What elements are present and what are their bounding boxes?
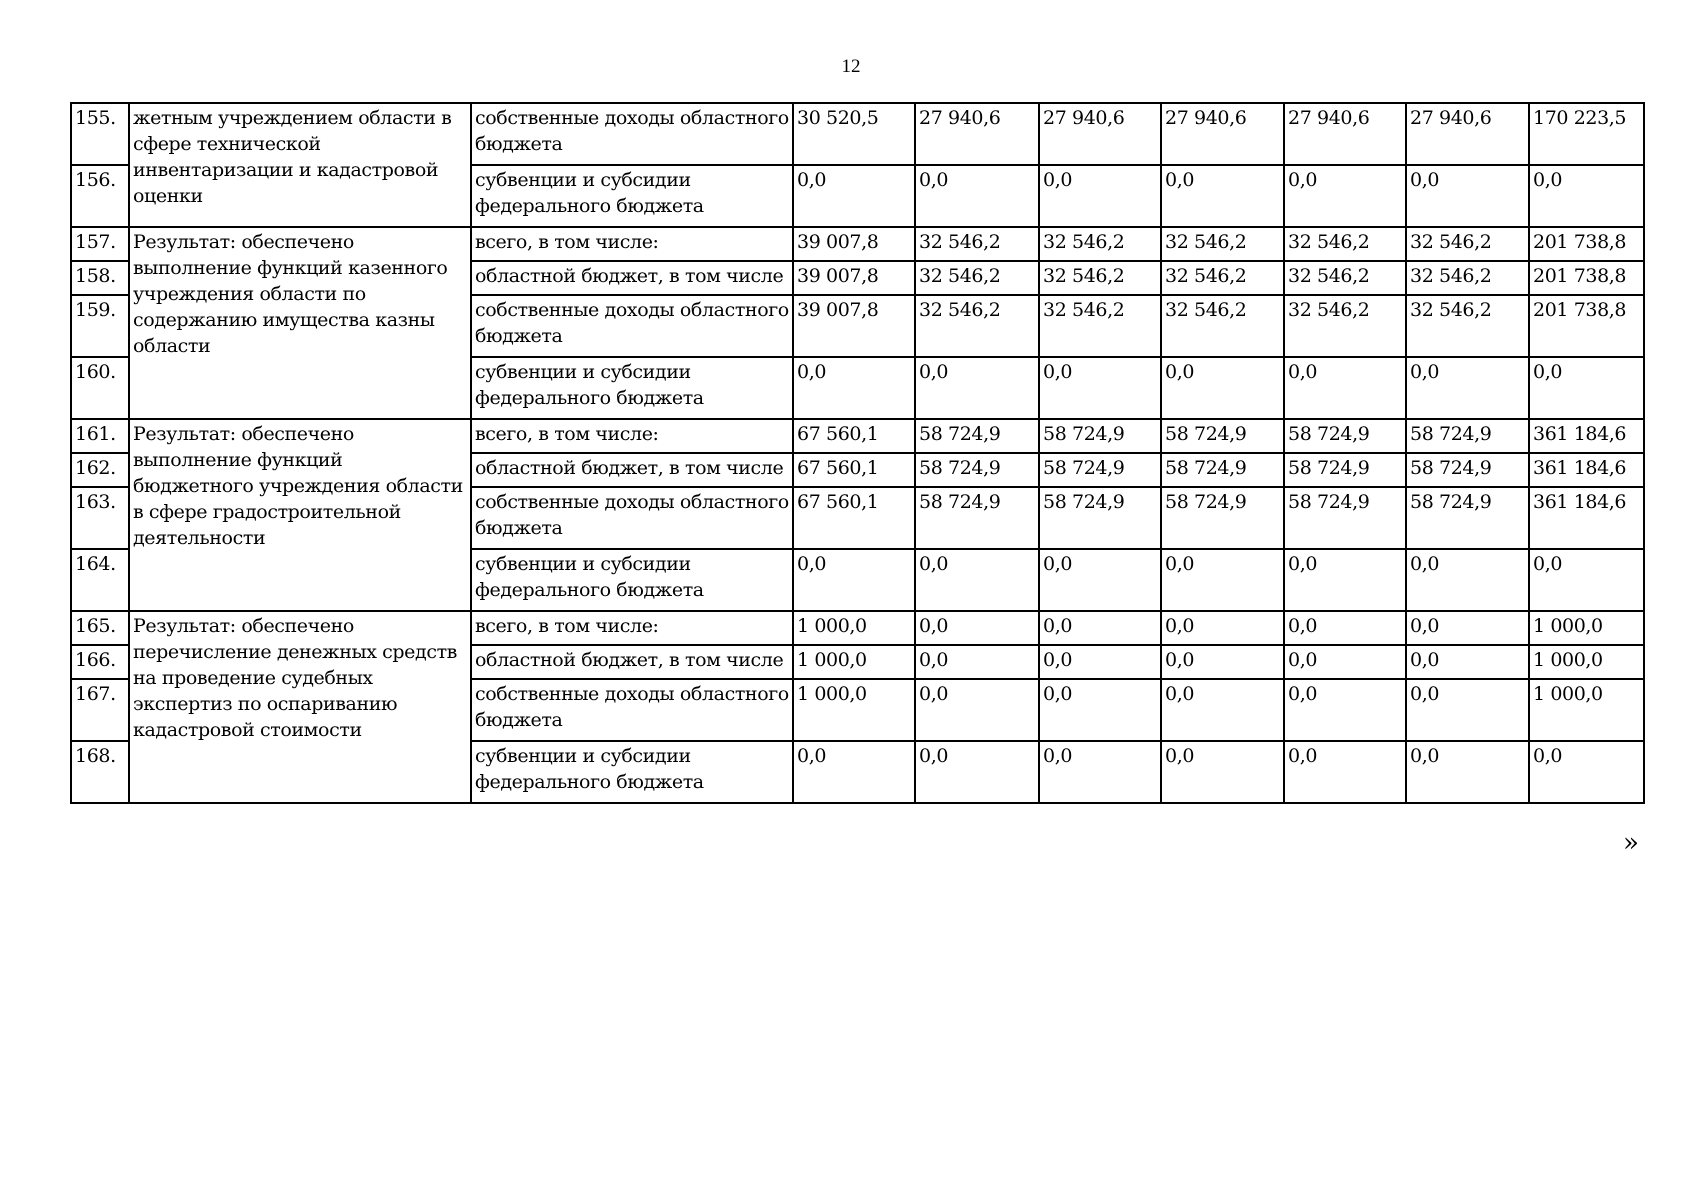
funding-source: собственные доходы областного бюджета [471,487,793,549]
year-value: 58 724,9 [1406,487,1529,549]
table-row [71,611,1644,645]
row-number: 162. [71,453,129,487]
total-value: 361 184,6 [1529,453,1644,487]
year-value: 0,0 [1039,645,1161,679]
year-value: 58 724,9 [915,419,1039,453]
year-value: 0,0 [1039,165,1161,227]
year-value: 0,0 [1161,357,1284,419]
year-value: 0,0 [915,645,1039,679]
funding-source: собственные доходы областного бюджета [471,103,793,165]
year-value: 27 940,6 [1284,103,1406,165]
year-value: 0,0 [1161,165,1284,227]
year-value: 32 546,2 [915,227,1039,261]
row-number: 163. [71,487,129,549]
funding-source: областной бюджет, в том числе [471,645,793,679]
budget-table [70,102,1645,804]
total-value: 1 000,0 [1529,611,1644,645]
year-value: 32 546,2 [1284,227,1406,261]
year-value: 0,0 [1284,741,1406,803]
funding-source: областной бюджет, в том числе [471,261,793,295]
result-description: Результат: обеспечено выполнение функций казенного учреждения области по содержанию имущества казны области [129,227,471,419]
year-value: 32 546,2 [1284,261,1406,295]
year-value: 39 007,8 [793,227,915,261]
year-value: 0,0 [1039,549,1161,611]
total-value: 361 184,6 [1529,487,1644,549]
year-value: 32 546,2 [1161,227,1284,261]
year-value: 0,0 [1284,611,1406,645]
year-value: 0,0 [1406,611,1529,645]
year-value: 0,0 [1284,645,1406,679]
page-number: 12 [841,56,861,77]
year-value: 58 724,9 [1284,419,1406,453]
year-value: 0,0 [1406,165,1529,227]
year-value: 32 546,2 [1406,295,1529,357]
year-value: 0,0 [1406,645,1529,679]
year-value: 0,0 [1284,549,1406,611]
year-value: 58 724,9 [1406,419,1529,453]
year-value: 32 546,2 [1284,295,1406,357]
year-value: 0,0 [1284,357,1406,419]
result-description: Результат: обеспечено выполнение функций бюджетного учреждения области в сфере градостроительной деятельности [129,419,471,611]
funding-source: субвенции и субсидии федерального бюджета [471,741,793,803]
year-value: 0,0 [1039,357,1161,419]
funding-source: всего, в том числе: [471,419,793,453]
year-value: 32 546,2 [1039,227,1161,261]
year-value: 58 724,9 [1284,453,1406,487]
year-value: 0,0 [1284,165,1406,227]
total-value: 0,0 [1529,741,1644,803]
year-value: 0,0 [1406,357,1529,419]
year-value: 32 546,2 [915,295,1039,357]
year-value: 0,0 [1161,679,1284,741]
row-number: 165. [71,611,129,645]
year-value: 58 724,9 [1161,487,1284,549]
year-value: 32 546,2 [1406,227,1529,261]
year-value: 58 724,9 [1161,419,1284,453]
year-value: 0,0 [1161,611,1284,645]
year-value: 0,0 [915,357,1039,419]
year-value: 0,0 [1039,679,1161,741]
year-value: 58 724,9 [1039,487,1161,549]
row-number: 158. [71,261,129,295]
funding-source: всего, в том числе: [471,611,793,645]
total-value: 201 738,8 [1529,295,1644,357]
year-value: 0,0 [1406,679,1529,741]
table-row [71,419,1644,453]
year-value: 32 546,2 [1039,295,1161,357]
year-value: 32 546,2 [1161,295,1284,357]
year-value: 27 940,6 [1161,103,1284,165]
total-value: 201 738,8 [1529,261,1644,295]
row-number: 156. [71,165,129,227]
year-value: 58 724,9 [1039,419,1161,453]
total-value: 0,0 [1529,165,1644,227]
row-number: 160. [71,357,129,419]
row-number: 155. [71,103,129,165]
row-number: 161. [71,419,129,453]
year-value: 0,0 [793,741,915,803]
total-value: 1 000,0 [1529,679,1644,741]
row-number: 167. [71,679,129,741]
year-value: 0,0 [915,165,1039,227]
year-value: 1 000,0 [793,679,915,741]
funding-source: собственные доходы областного бюджета [471,679,793,741]
year-value: 0,0 [1039,611,1161,645]
table-row [71,103,1644,165]
year-value: 58 724,9 [1161,453,1284,487]
row-number: 159. [71,295,129,357]
year-value: 27 940,6 [1406,103,1529,165]
funding-source: субвенции и субсидии федерального бюджета [471,549,793,611]
row-number: 164. [71,549,129,611]
funding-source: собственные доходы областного бюджета [471,295,793,357]
year-value: 32 546,2 [1161,261,1284,295]
year-value: 58 724,9 [1284,487,1406,549]
funding-source: субвенции и субсидии федерального бюджета [471,357,793,419]
funding-source: всего, в том числе: [471,227,793,261]
year-value: 0,0 [793,549,915,611]
year-value: 58 724,9 [915,487,1039,549]
year-value: 39 007,8 [793,261,915,295]
year-value: 0,0 [1406,741,1529,803]
year-value: 30 520,5 [793,103,915,165]
year-value: 32 546,2 [1406,261,1529,295]
year-value: 0,0 [1161,645,1284,679]
year-value: 0,0 [1161,549,1284,611]
year-value: 27 940,6 [915,103,1039,165]
row-number: 166. [71,645,129,679]
year-value: 0,0 [915,549,1039,611]
year-value: 0,0 [915,611,1039,645]
year-value: 0,0 [793,165,915,227]
year-value: 0,0 [915,679,1039,741]
year-value: 58 724,9 [1039,453,1161,487]
total-value: 1 000,0 [1529,645,1644,679]
total-value: 170 223,5 [1529,103,1644,165]
year-value: 0,0 [1284,679,1406,741]
year-value: 58 724,9 [915,453,1039,487]
year-value: 32 546,2 [915,261,1039,295]
year-value: 0,0 [1406,549,1529,611]
year-value: 0,0 [1161,741,1284,803]
funding-source: субвенции и субсидии федерального бюджета [471,165,793,227]
total-value: 0,0 [1529,357,1644,419]
result-description: жетным учреждением области в сфере технической инвентаризации и кадастровой оценки [129,103,471,227]
year-value: 1 000,0 [793,645,915,679]
year-value: 39 007,8 [793,295,915,357]
year-value: 0,0 [1039,741,1161,803]
total-value: 0,0 [1529,549,1644,611]
year-value: 67 560,1 [793,453,915,487]
closing-quote-mark: » [1623,828,1639,858]
budget-table-body [71,103,1644,803]
total-value: 201 738,8 [1529,227,1644,261]
year-value: 67 560,1 [793,419,915,453]
year-value: 32 546,2 [1039,261,1161,295]
total-value: 361 184,6 [1529,419,1644,453]
row-number: 168. [71,741,129,803]
result-description: Результат: обеспечено перечисление денежных средств на проведение судебных экспертиз по оспариванию кадастровой стоимости [129,611,471,803]
table-row [71,227,1644,261]
year-value: 1 000,0 [793,611,915,645]
year-value: 58 724,9 [1406,453,1529,487]
row-number: 157. [71,227,129,261]
year-value: 0,0 [915,741,1039,803]
year-value: 0,0 [793,357,915,419]
year-value: 67 560,1 [793,487,915,549]
funding-source: областной бюджет, в том числе [471,453,793,487]
year-value: 27 940,6 [1039,103,1161,165]
